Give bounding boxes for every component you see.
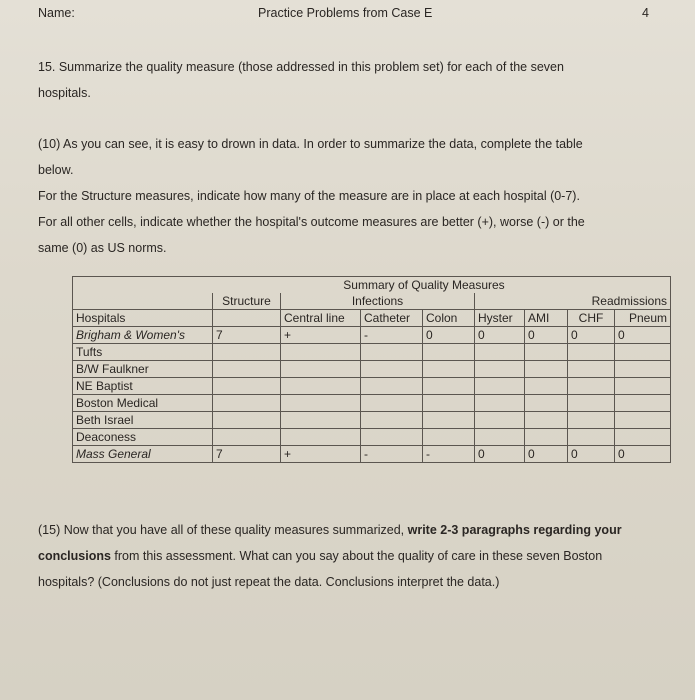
group-readmissions: Readmissions bbox=[475, 293, 671, 310]
cell-catheter bbox=[361, 378, 423, 395]
cell-chf bbox=[568, 429, 615, 446]
question-10-line-1: (10) As you can see, it is easy to drown in data. In order to summarize the data, complete the table bbox=[38, 137, 583, 151]
cell-hyster bbox=[475, 429, 525, 446]
hospital-name-cell: Deaconess bbox=[73, 429, 213, 446]
cell-central-line bbox=[281, 412, 361, 429]
cell-hyster bbox=[475, 344, 525, 361]
cell-chf: 0 bbox=[568, 446, 615, 463]
cell-structure: 7 bbox=[213, 446, 281, 463]
col-hospitals: Hospitals bbox=[73, 310, 213, 327]
cell-structure: 7 bbox=[213, 327, 281, 344]
cell-colon bbox=[423, 429, 475, 446]
cell-structure bbox=[213, 361, 281, 378]
cell-central-line bbox=[281, 344, 361, 361]
col-central-line: Central line bbox=[281, 310, 361, 327]
question-10-line-5: same (0) as US norms. bbox=[38, 241, 167, 255]
cell-chf bbox=[568, 412, 615, 429]
group-structure: Structure bbox=[213, 293, 281, 310]
cell-catheter: - bbox=[361, 446, 423, 463]
question-10-line-2: below. bbox=[38, 163, 74, 177]
cell-central-line bbox=[281, 429, 361, 446]
table-row bbox=[73, 344, 671, 361]
cell-colon bbox=[423, 344, 475, 361]
cell-structure bbox=[213, 412, 281, 429]
table-row bbox=[73, 429, 671, 446]
page-number: 4 bbox=[642, 6, 649, 20]
page-title: Practice Problems from Case E bbox=[258, 6, 433, 20]
group-infections: Infections bbox=[281, 293, 475, 310]
cell-ami bbox=[525, 378, 568, 395]
cell-structure bbox=[213, 429, 281, 446]
cell-pneum bbox=[615, 429, 671, 446]
cell-structure bbox=[213, 378, 281, 395]
cell-colon bbox=[423, 361, 475, 378]
quality-summary-table bbox=[72, 276, 671, 463]
table-group-header-row bbox=[73, 293, 671, 310]
hospital-name-cell: Brigham & Women's bbox=[73, 327, 213, 344]
hospital-name-cell: B/W Faulkner bbox=[73, 361, 213, 378]
cell-ami bbox=[525, 344, 568, 361]
cell-pneum bbox=[615, 361, 671, 378]
cell-colon: 0 bbox=[423, 327, 475, 344]
cell-structure bbox=[213, 395, 281, 412]
cell-hyster bbox=[475, 412, 525, 429]
question-10-line-3: For the Structure measures, indicate how many of the measure are in place at each hospital (0-7). bbox=[38, 189, 580, 203]
cell-pneum bbox=[615, 395, 671, 412]
question-15b-prompt bbox=[38, 522, 668, 600]
cell-hyster: 0 bbox=[475, 327, 525, 344]
cell-central-line: + bbox=[281, 327, 361, 344]
col-ami: AMI bbox=[525, 310, 568, 327]
question-15-line-2: hospitals. bbox=[38, 86, 91, 100]
cell-structure bbox=[213, 344, 281, 361]
cell-pneum bbox=[615, 344, 671, 361]
question-15-line-1: 15. Summarize the quality measure (those addressed in this problem set) for each of the seven bbox=[38, 60, 564, 74]
cell-ami bbox=[525, 395, 568, 412]
table-title: Summary of Quality Measures bbox=[281, 277, 568, 294]
cell-colon bbox=[423, 378, 475, 395]
cell-chf bbox=[568, 395, 615, 412]
hospital-name-cell: Tufts bbox=[73, 344, 213, 361]
question-15b-line-1: (15) Now that you have all of these quality measures summarized, write 2-3 paragraphs regarding your bbox=[38, 523, 622, 537]
cell-catheter bbox=[361, 395, 423, 412]
table-body bbox=[73, 327, 671, 463]
table-row bbox=[73, 446, 671, 463]
question-15-prompt bbox=[38, 59, 638, 102]
name-label: Name: bbox=[38, 6, 75, 20]
col-pneum: Pneum bbox=[615, 310, 671, 327]
hospital-name-cell: NE Baptist bbox=[73, 378, 213, 395]
table-row bbox=[73, 395, 671, 412]
table-row bbox=[73, 412, 671, 429]
table-column-header-row bbox=[73, 310, 671, 327]
cell-chf: 0 bbox=[568, 327, 615, 344]
hospital-name-cell: Beth Israel bbox=[73, 412, 213, 429]
cell-pneum: 0 bbox=[615, 446, 671, 463]
cell-pneum: 0 bbox=[615, 327, 671, 344]
table-row bbox=[73, 327, 671, 344]
question-15b-line-3: hospitals? (Conclusions do not just repeat the data. Conclusions interpret the data.) bbox=[38, 575, 500, 589]
cell-catheter: - bbox=[361, 327, 423, 344]
col-colon: Colon bbox=[423, 310, 475, 327]
cell-hyster: 0 bbox=[475, 446, 525, 463]
table-row bbox=[73, 361, 671, 378]
question-10-instructions bbox=[38, 136, 668, 266]
cell-chf bbox=[568, 361, 615, 378]
cell-colon bbox=[423, 412, 475, 429]
cell-catheter bbox=[361, 412, 423, 429]
col-hyster: Hyster bbox=[475, 310, 525, 327]
cell-central-line bbox=[281, 395, 361, 412]
cell-central-line bbox=[281, 361, 361, 378]
cell-catheter bbox=[361, 361, 423, 378]
cell-chf bbox=[568, 378, 615, 395]
cell-pneum bbox=[615, 412, 671, 429]
cell-colon: - bbox=[423, 446, 475, 463]
cell-ami bbox=[525, 412, 568, 429]
cell-colon bbox=[423, 395, 475, 412]
hospital-name-cell: Mass General bbox=[73, 446, 213, 463]
table-title-row bbox=[73, 277, 671, 294]
cell-ami: 0 bbox=[525, 446, 568, 463]
cell-ami: 0 bbox=[525, 327, 568, 344]
question-15b-line-2: conclusions from this assessment. What can you say about the quality of care in these seven Boston bbox=[38, 549, 603, 563]
cell-ami bbox=[525, 361, 568, 378]
cell-hyster bbox=[475, 361, 525, 378]
cell-catheter bbox=[361, 429, 423, 446]
cell-pneum bbox=[615, 378, 671, 395]
col-catheter: Catheter bbox=[361, 310, 423, 327]
question-10-line-4: For all other cells, indicate whether the hospital's outcome measures are better (+), worse (-) or the bbox=[38, 215, 585, 229]
cell-central-line: + bbox=[281, 446, 361, 463]
cell-chf bbox=[568, 344, 615, 361]
cell-hyster bbox=[475, 395, 525, 412]
cell-ami bbox=[525, 429, 568, 446]
hospital-name-cell: Boston Medical bbox=[73, 395, 213, 412]
cell-catheter bbox=[361, 344, 423, 361]
col-chf: CHF bbox=[568, 310, 615, 327]
table-row bbox=[73, 378, 671, 395]
cell-hyster bbox=[475, 378, 525, 395]
cell-central-line bbox=[281, 378, 361, 395]
